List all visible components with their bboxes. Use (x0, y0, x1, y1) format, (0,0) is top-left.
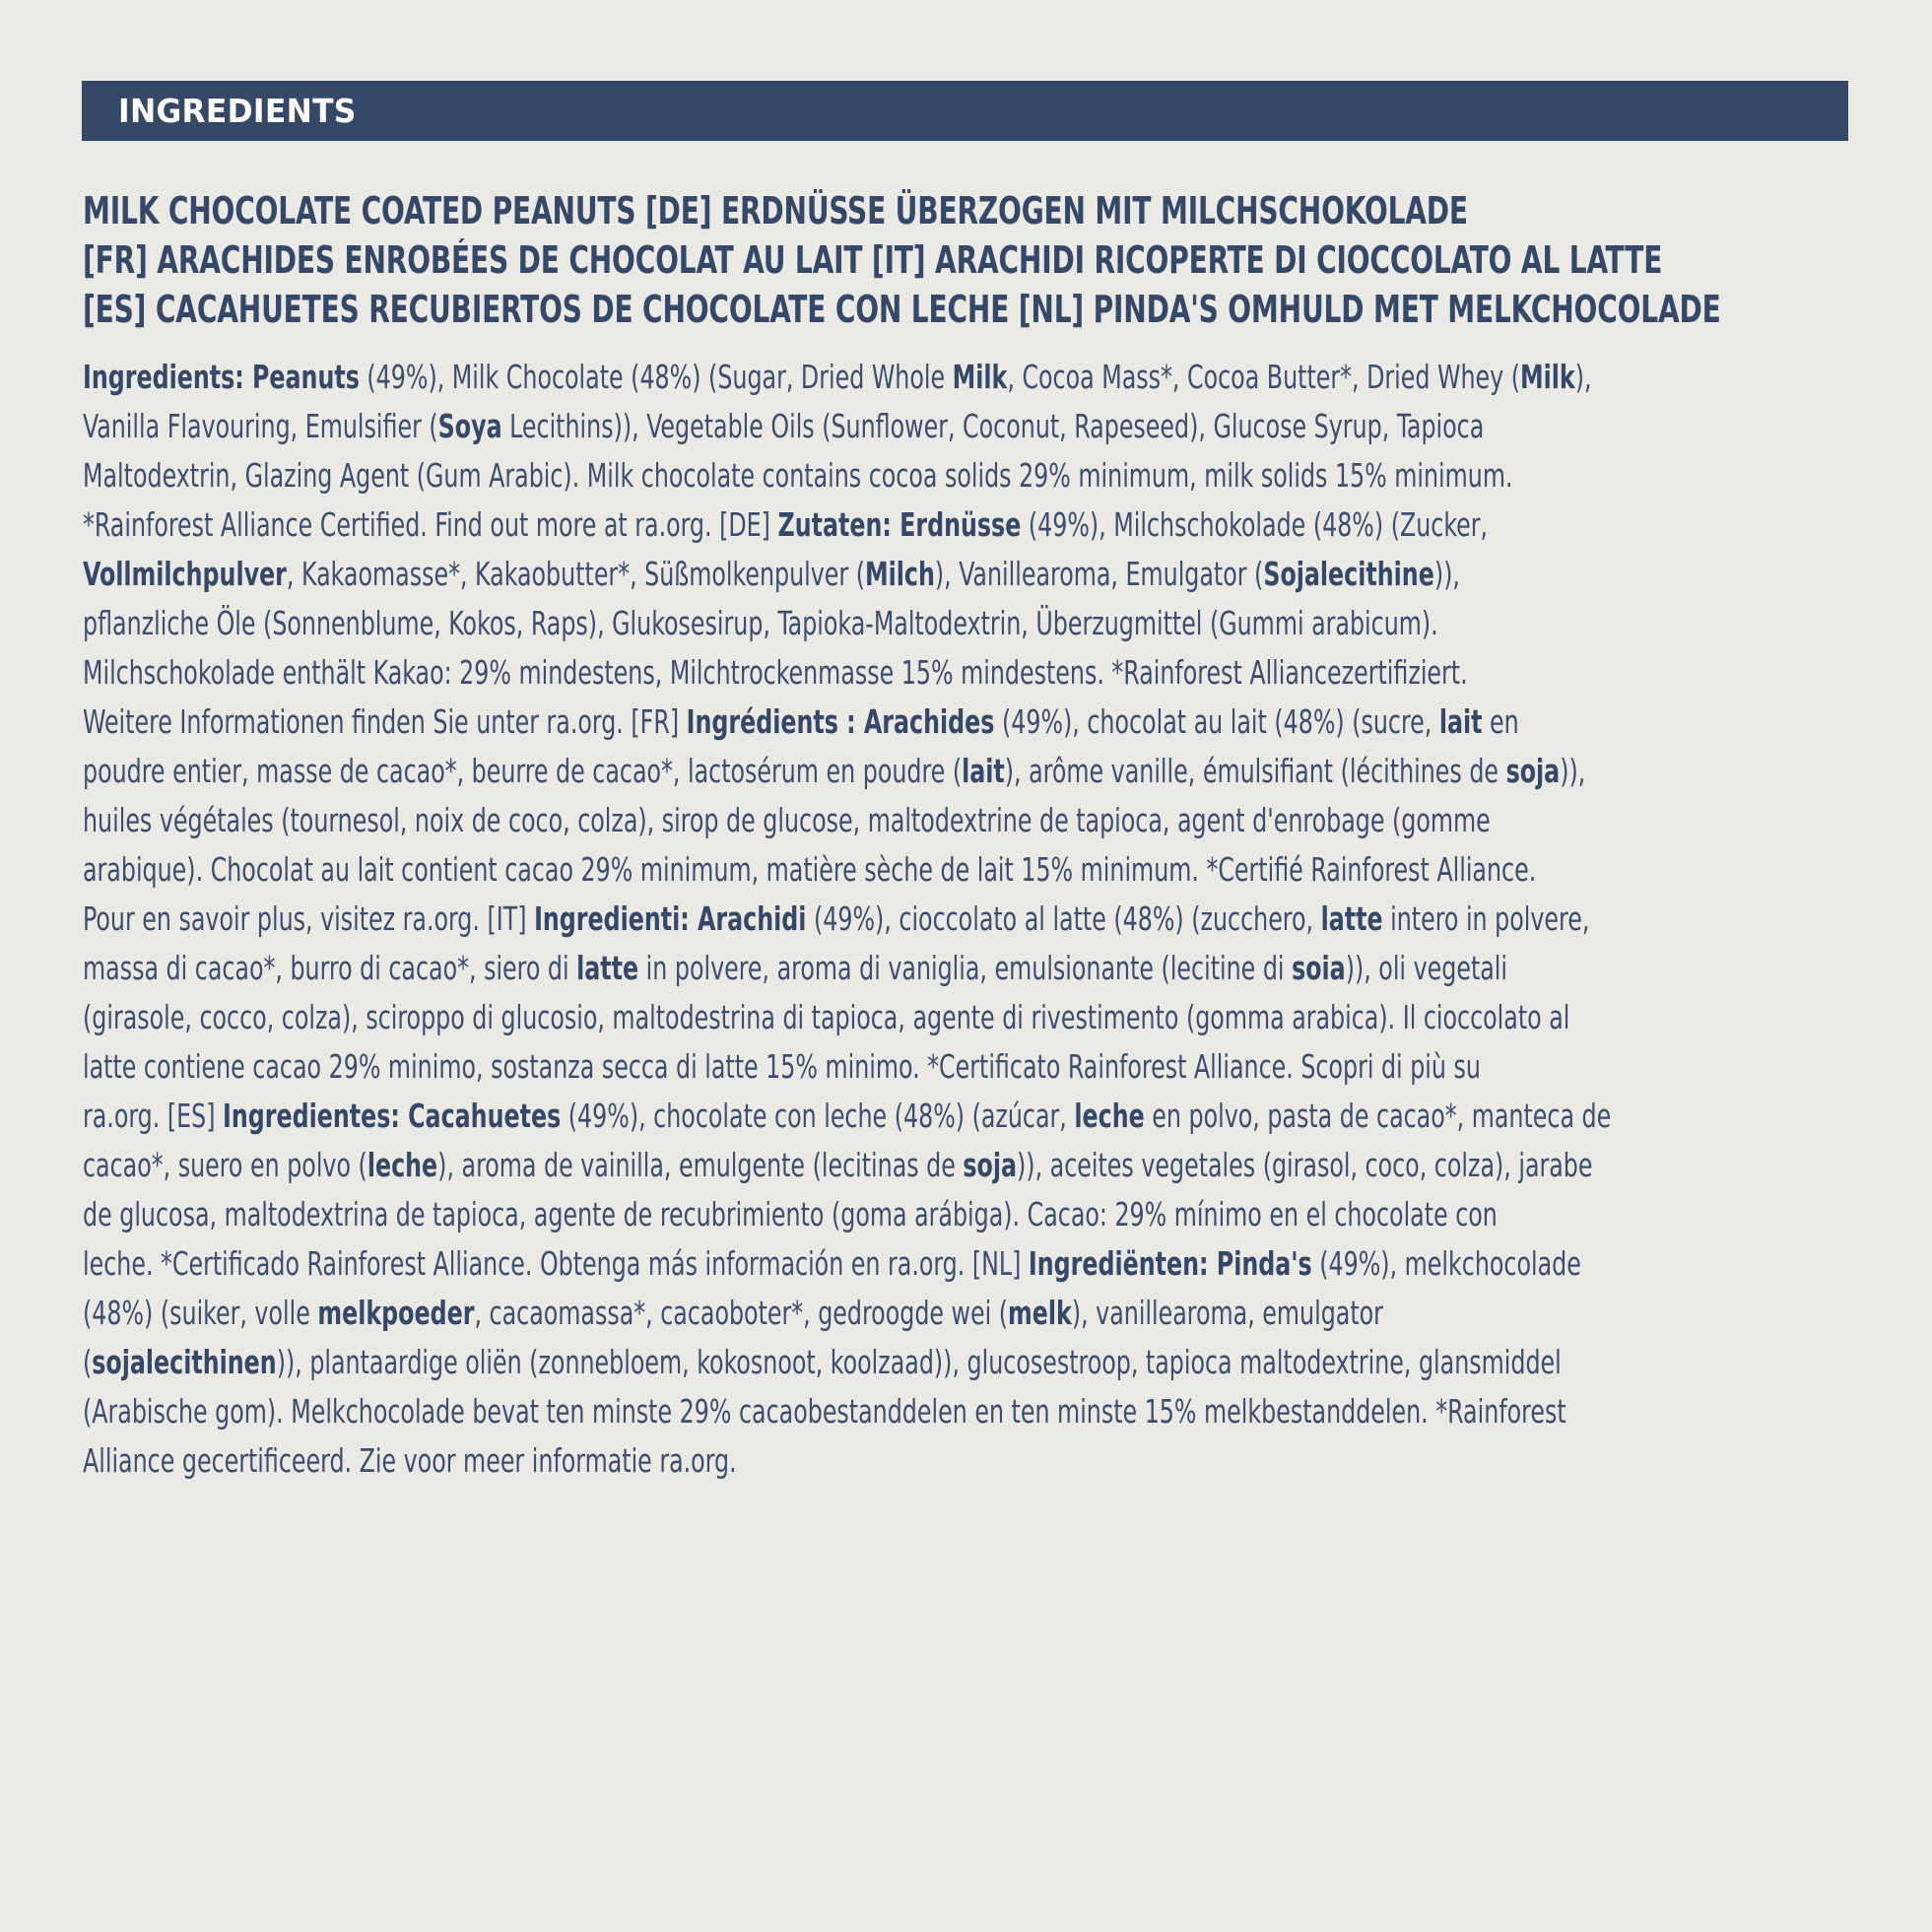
ingredients-line (83, 993, 1570, 1042)
ingredient-text: *Rainforest Alliance Certified. Find out more at ra.org. [DE] (83, 505, 778, 544)
emphasized-ingredient: leche (366, 1146, 438, 1184)
ingredient-text: (49%), Milchschokolade (48%) (Zucker, (1021, 505, 1489, 544)
ingredient-text: (49%), melkchocolade (1311, 1244, 1581, 1283)
emphasized-ingredient: Ingrédients : Arachides (686, 702, 995, 741)
ingredient-text: Weitere Informationen finden Sie unter ra.org. [FR] (83, 702, 687, 741)
emphasized-ingredient: latte (1320, 899, 1383, 938)
ingredients-line (83, 550, 1501, 599)
emphasized-ingredient: Ingredientes: Cacahuetes (223, 1097, 562, 1135)
ingredients-line (83, 796, 1501, 845)
emphasized-ingredient: Milk (1520, 358, 1575, 396)
emphasized-ingredient: soja (963, 1146, 1018, 1184)
emphasized-ingredient: Milch (864, 555, 935, 593)
emphasized-ingredient: soia (1292, 949, 1346, 987)
product-title-line: [ES] CACAHUETES RECUBIERTOS DE CHOCOLATE CON LECHE [NL] PINDA'S OMHULD MET MELKCHOCOLADE (83, 288, 1721, 331)
product-title-line: MILK CHOCOLATE COATED PEANUTS [DE] ERDNÜSSE ÜBERZOGEN MIT MILCHSCHOKOLADE (83, 189, 1468, 233)
ingredient-text: )), plantaardige oliën (zonnebloem, kokosnoot, koolzaad)), glucosestroop, tapioca maltodextrine, glansmiddel (276, 1343, 1562, 1381)
product-title-line: [FR] ARACHIDES ENROBÉES DE CHOCOLAT AU LAIT [IT] ARACHIDI RICOPERTE DI CIOCCOLATO AL LATTE (83, 238, 1663, 282)
product-title (83, 186, 1856, 334)
ingredients-line (83, 1092, 1612, 1141)
emphasized-ingredient: Sojalecithine (1263, 555, 1434, 593)
ingredient-text: (49%), chocolat au lait (48%) (sucre, (994, 702, 1439, 741)
ingredient-text: , cacaomassa*, cacaoboter*, gedroogde wei ( (474, 1294, 1009, 1332)
emphasized-ingredient: Vollmilchpulver (83, 555, 287, 593)
ingredients-line (83, 1387, 1566, 1436)
ingredient-text: ), arôme vanille, émulsifiant (lécithines de (1004, 752, 1506, 790)
ingredient-text: Alliance gecertificeerd. Zie voor meer informatie ra.org. (83, 1441, 737, 1480)
ingredient-text: (49%), Milk Chocolate (48%) (Sugar, Dried Whole (359, 358, 953, 396)
ingredients-line (83, 599, 1501, 648)
emphasized-ingredient: Soya (437, 407, 502, 445)
ingredient-text: ), vanillearoma, emulgator (1071, 1294, 1383, 1332)
ingredients-line (83, 1436, 1501, 1486)
ingredient-text: ( (83, 1343, 93, 1381)
ingredient-text: Maltodextrin, Glazing Agent (Gum Arabic). Milk chocolate contains cocoa solids 29% minimum, milk solids 15% minimum. (83, 456, 1513, 495)
ingredient-text: )), aceites vegetales (girasol, coco, colza), jarabe (1017, 1146, 1593, 1184)
emphasized-ingredient: melk (1008, 1294, 1072, 1332)
ingredients-line (83, 451, 1513, 500)
ingredients-line (83, 1141, 1593, 1190)
emphasized-ingredient: soja (1505, 752, 1561, 790)
ingredient-text: pflanzliche Öle (Sonnenblume, Kokos, Raps), Glukosesirup, Tapioka-Maltodextrin, Überzugmittel (Gummi arabicum). (83, 604, 1438, 642)
ingredient-text: ), (1574, 358, 1592, 396)
ingredient-text: Milchschokolade enthält Kakao: 29% mindestens, Milchtrockenmasse 15% mindestens. *Rainforest Alliancezertifiziert. (83, 653, 1468, 692)
ingredients-line (83, 1190, 1501, 1239)
ingredient-text: Pour en savoir plus, visitez ra.org. [IT] (83, 899, 535, 938)
emphasized-ingredient: Ingredienti: Arachidi (534, 899, 807, 938)
emphasized-ingredient: leche (1074, 1097, 1145, 1135)
ingredients-line (83, 353, 1592, 402)
ingredient-text: de glucosa, maltodextrina de tapioca, agente de recubrimiento (goma arábiga). Cacao: 29% mínimo en el chocolate con (83, 1195, 1498, 1233)
emphasized-ingredient: lait (962, 752, 1005, 790)
ingredient-text: leche. *Certificado Rainforest Alliance. Obtenga más información en ra.org. [NL] (83, 1244, 1029, 1283)
ingredient-text: (Arabische gom). Melkchocolade bevat ten minste 29% cacaobestanddelen en ten minste 15% melkbestanddelen. *Rainforest (83, 1392, 1566, 1431)
section-header (82, 81, 1848, 141)
ingredient-text: )), oli vegetali (1345, 949, 1508, 987)
ingredients-line (83, 747, 1586, 796)
emphasized-ingredient: latte (576, 949, 639, 987)
ingredient-text: latte contiene cacao 29% minimo, sostanza secca di latte 15% minimo. *Certificato Rainforest Alliance. Scopri di più su (83, 1047, 1481, 1086)
ingredient-text: ra.org. [ES] (83, 1097, 224, 1135)
ingredient-text: intero in polvere, (1382, 899, 1590, 938)
ingredient-text: (49%), chocolate con leche (48%) (azúcar, (561, 1097, 1075, 1135)
emphasized-ingredient: melkpoeder (317, 1294, 475, 1332)
ingredients-line (83, 1338, 1562, 1387)
ingredients-line (83, 1042, 1501, 1092)
section-title: INGREDIENTS (118, 92, 357, 130)
ingredients-line (83, 845, 1537, 895)
ingredient-text: huiles végétales (tournesol, noix de coco, colza), sirop de glucose, maltodextrine de tapioca, agent d'enrobage (gomme (83, 801, 1491, 839)
ingredient-text: Vanilla Flavouring, Emulsifier ( (83, 407, 438, 445)
ingredients-line (83, 1289, 1501, 1338)
emphasized-ingredient: lait (1438, 702, 1483, 741)
ingredients-line (83, 648, 1501, 698)
ingredient-text: , Cocoa Mass*, Cocoa Butter*, Dried Whey ( (1007, 358, 1521, 396)
ingredients-line (83, 500, 1501, 550)
ingredient-text: en (1482, 702, 1519, 741)
emphasized-ingredient: Milk (952, 358, 1008, 396)
ingredients-line (83, 895, 1590, 944)
ingredient-text: cacao*, suero en polvo ( (83, 1146, 367, 1184)
ingredient-text: in polvere, aroma di vaniglia, emulsionante (lecitine di (638, 949, 1293, 987)
ingredient-text: poudre entier, masse de cacao*, beurre de cacao*, lactosérum en poudre ( (83, 752, 963, 790)
ingredient-text: ), Vanillearoma, Emulgator ( (934, 555, 1264, 593)
ingredient-text: (48%) (suiker, volle (83, 1294, 318, 1332)
ingredient-text: (49%), cioccolato al latte (48%) (zucchero, (806, 899, 1321, 938)
ingredient-text: ), aroma de vainilla, emulgente (lecitinas de (437, 1146, 964, 1184)
ingredient-text: massa di cacao*, burro di cacao*, siero di (83, 949, 577, 987)
emphasized-ingredient: Zutaten: Erdnüsse (777, 505, 1022, 544)
ingredients-line (83, 1239, 1581, 1289)
ingredient-text: en polvo, pasta de cacao*, manteca de (1144, 1097, 1612, 1135)
ingredient-text: )), (1560, 752, 1586, 790)
emphasized-ingredient: sojalecithinen (92, 1343, 277, 1381)
emphasized-ingredient: Ingrediënten: Pinda's (1028, 1244, 1312, 1283)
ingredients-list (83, 353, 1856, 1486)
ingredient-text: Lecithins)), Vegetable Oils (Sunflower, Coconut, Rapeseed), Glucose Syrup, Tapioca (501, 407, 1485, 445)
emphasized-ingredient: Ingredients: Peanuts (83, 358, 360, 396)
ingredient-text: (girasole, cocco, colza), sciroppo di glucosio, maltodestrina di tapioca, agente di rivestimento (gomma arabica). Il cioccolato al (83, 998, 1570, 1036)
ingredients-line (83, 944, 1508, 993)
ingredient-text: arabique). Chocolat au lait contient cacao 29% minimum, matière sèche de lait 15% minimum. *Certifié Rainforest Alliance. (83, 850, 1537, 889)
ingredients-line (83, 698, 1519, 747)
ingredients-line (83, 402, 1501, 451)
ingredient-text: )), (1433, 555, 1460, 593)
ingredient-text: , Kakaomasse*, Kakaobutter*, Süßmolkenpulver ( (286, 555, 865, 593)
